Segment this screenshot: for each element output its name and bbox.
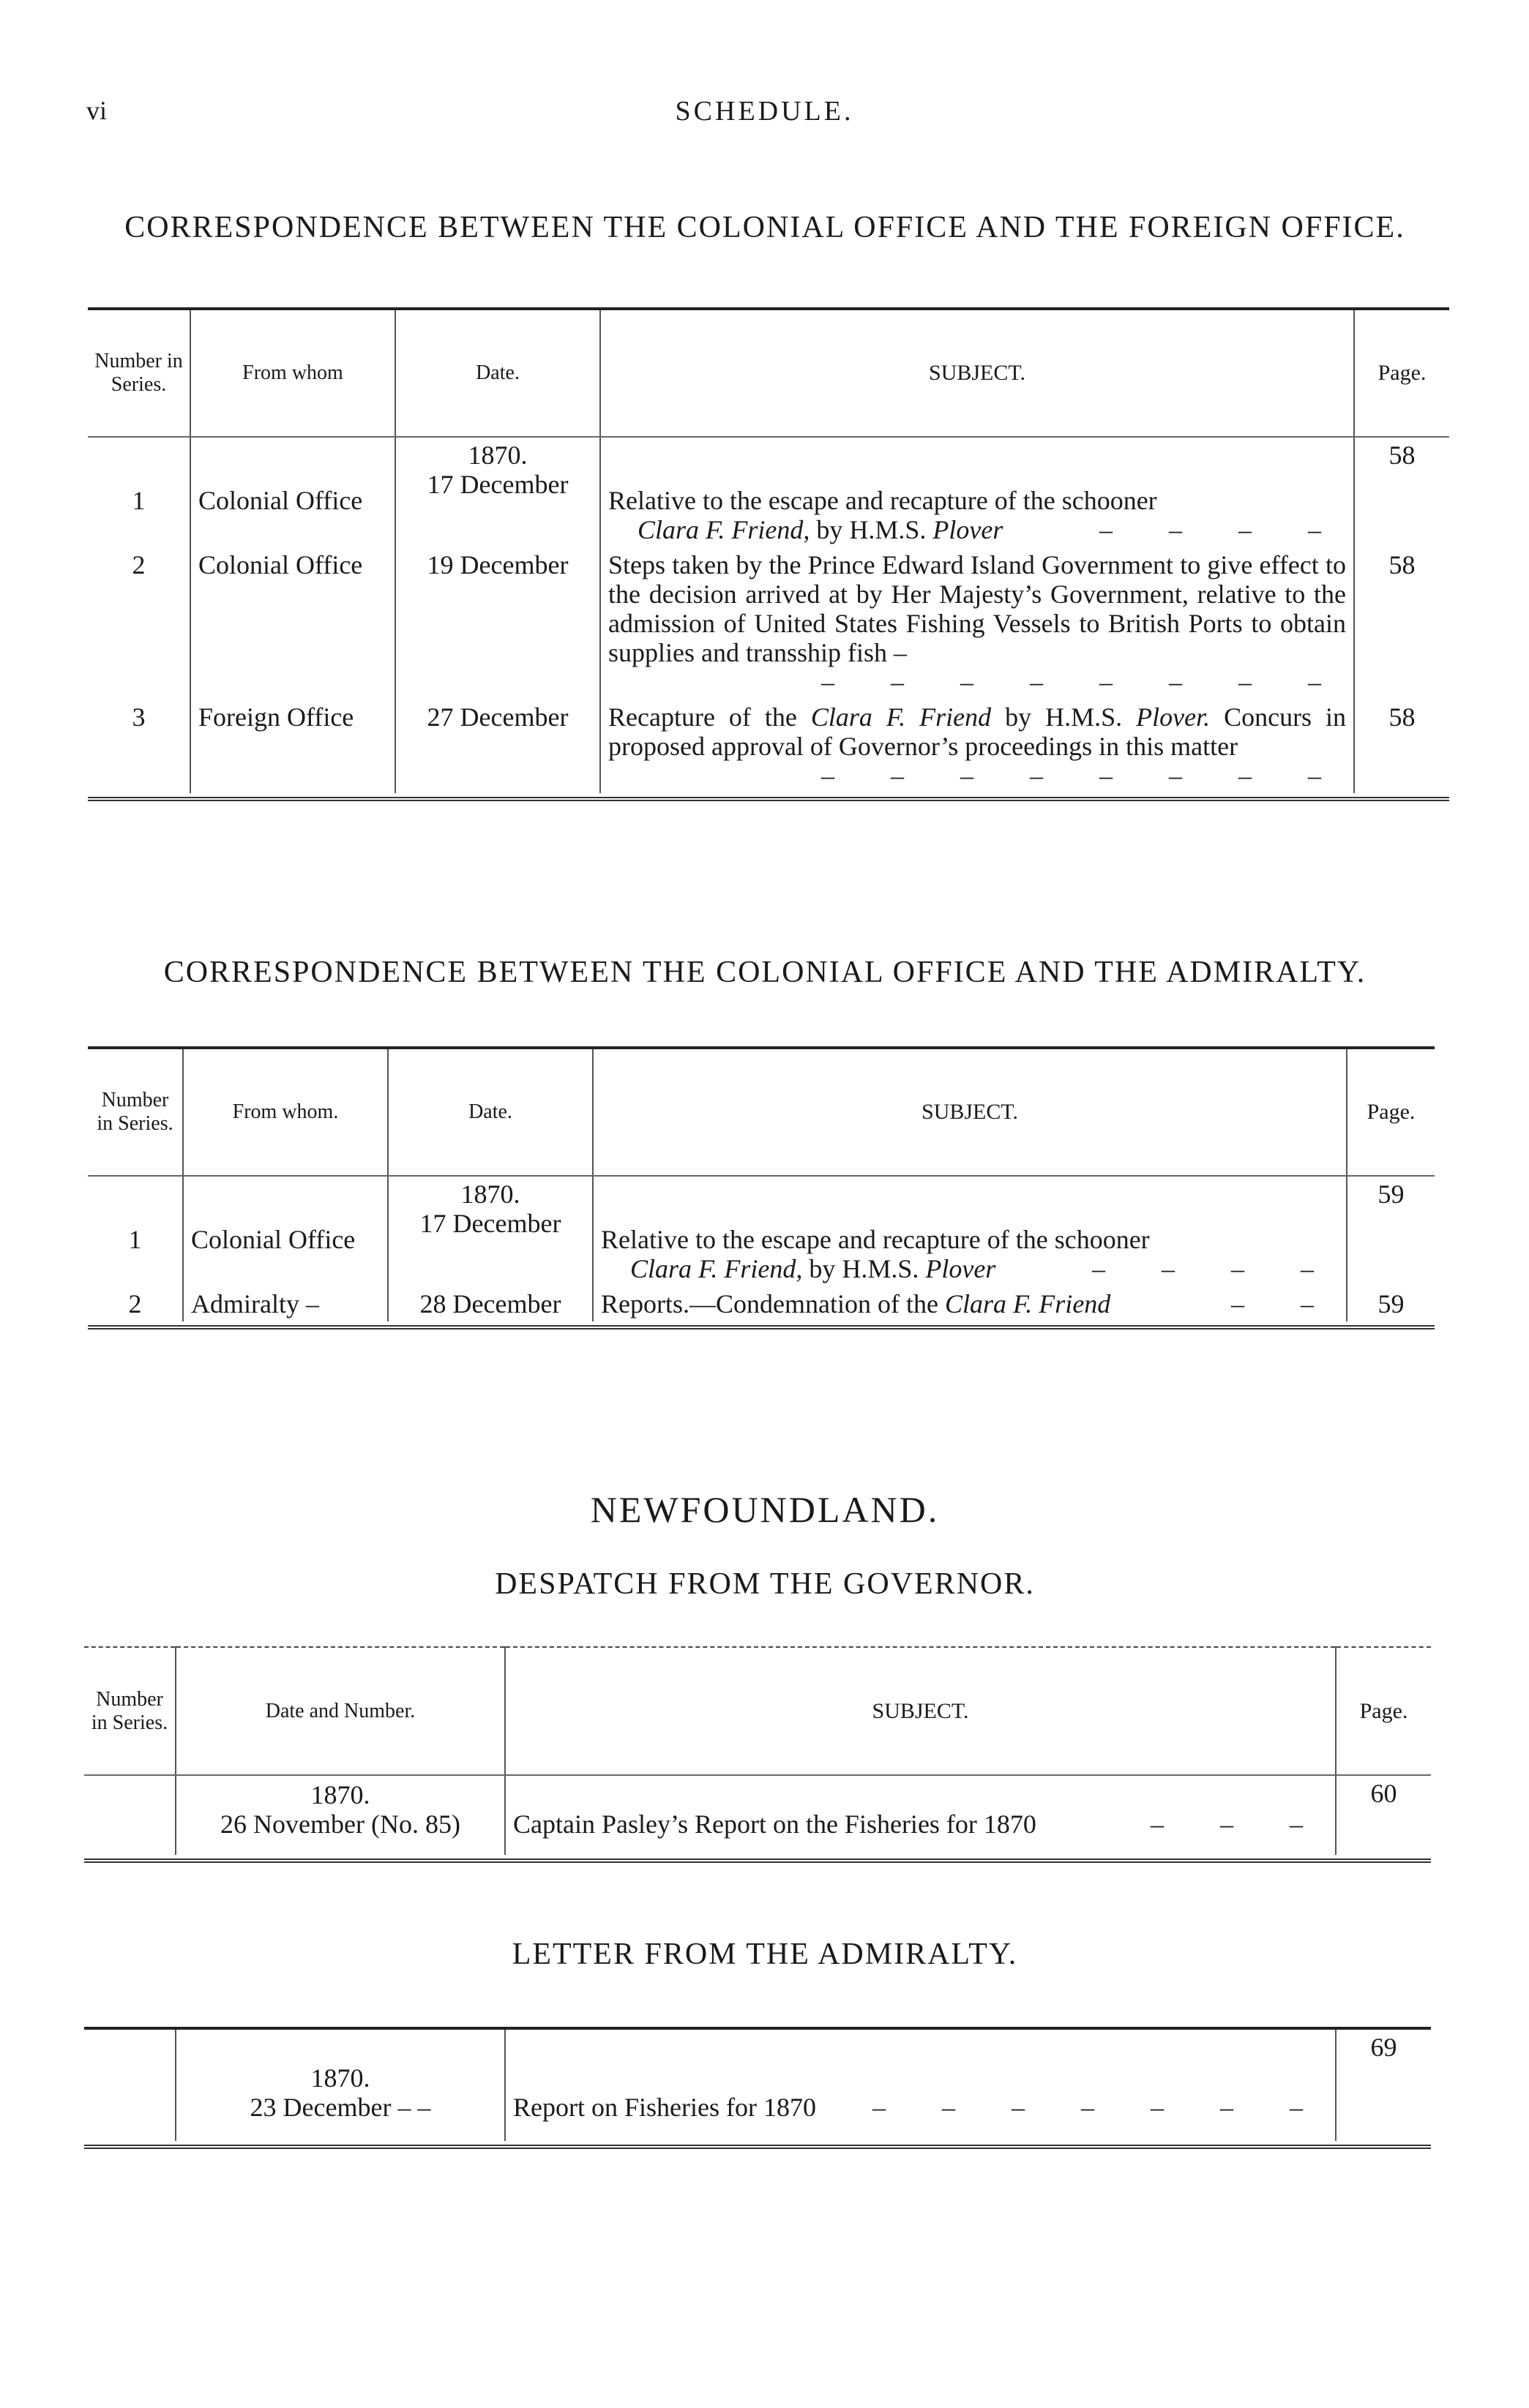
table-row [88,437,1449,547]
row-date-value: 23 December – – [250,2093,431,2122]
row-subject-vessel: Plover [925,1254,996,1283]
row-subject [505,1775,1336,1855]
row-date: 28 December [388,1286,593,1321]
sec4-title: LETTER FROM THE ADMIRALTY. [512,1938,1018,1971]
row-page: 58 [1354,699,1449,793]
row-subject-ship: Clara F. Friend, [630,1254,803,1283]
row-number: 1 [132,486,146,515]
row-number [84,1775,176,1855]
row-date-value: 17 December [419,1209,561,1238]
row-year: 1870. [310,1780,370,1809]
row-leader-dashes: – – – – [1092,1254,1339,1283]
sec1-header-date: Date. [395,309,600,437]
row-subject-text: Steps taken by the Prince Edward Island Government to give effect to the decision arrived at by Her Majesty’s Government, relative to the admission of United States Fishing Vessels to British Ports to obtain supplies and transship fish – [608,550,1346,667]
row-subject [593,1176,1347,1286]
row-subject [600,547,1354,699]
row-subject-text: Recapture of the [608,702,797,732]
row-date [176,1775,505,1855]
row-subject-text: Relative to the escape and recapture of the schooner [601,1225,1150,1254]
running-title: SCHEDULE. [675,96,854,127]
row-page: 59 [1347,1176,1435,1286]
row-page: 59 [1347,1286,1435,1321]
sec3-title: NEWFOUNDLAND. [590,1489,940,1530]
row-page: 58 [1354,437,1449,547]
row-from: Foreign Office [190,699,395,793]
row-subject-text-cont: Concurs in proposed approval of Governor’s proceedings in this matter [608,702,1347,761]
row-subject-by: by H.M.S. [816,515,927,544]
sec3-subtitle: DESPATCH FROM THE GOVERNOR. [495,1567,1035,1601]
row-date: 19 December [395,547,600,699]
row-from: Admiralty – [183,1286,388,1321]
row-subject-vessel: Plover [932,515,1003,544]
page-number: vi [86,96,108,125]
sec1-header-subject: SUBJECT. [600,309,1354,437]
row-year: 1870. [460,1179,520,1209]
row-leader-dashes: – – – – – – – – [821,761,1346,790]
sec3-header-page: Page. [1336,1647,1431,1775]
row-subject [600,437,1354,547]
sec2-table [88,1046,1435,1329]
sec2-header-from: From whom. [183,1048,388,1176]
row-date [388,1176,593,1286]
row-subject-text: Captain Pasley’s Report on the Fisheries for 1870 [513,1809,1036,1839]
row-subject-ship: Clara F. Friend [810,702,992,732]
sec3-table [84,1646,1431,1863]
row-page: 69 [1336,2028,1431,2141]
row-leader-dashes: – – – – – – – – [821,667,1346,697]
row-from: Colonial Office [190,547,395,699]
row-from: Colonial Office [183,1176,388,1286]
sec2-header-page: Page. [1347,1048,1435,1176]
table-row [84,2028,1431,2141]
row-subject-by: by H.M.S. [1005,702,1123,732]
row-number [84,2028,176,2141]
sec3-header-subject: SUBJECT. [505,1647,1336,1775]
row-date-value: 26 November (No. 85) [220,1809,460,1839]
row-subject-vessel: Plover. [1136,702,1211,732]
sec1-header-from: From whom [190,309,395,437]
row-subject [593,1286,1347,1321]
sec2-header-subject: SUBJECT. [593,1048,1347,1176]
row-number: 3 [132,702,146,732]
sec3-header-number: Number in Series. [84,1647,176,1775]
row-year: 1870. [468,440,528,470]
row-subject [600,699,1354,793]
row-subject-ship: Clara F. Friend, [638,515,810,544]
row-year: 1870. [310,2063,370,2093]
row-number: 2 [132,550,146,580]
row-date: 27 December [395,699,600,793]
sec2-header-date: Date. [388,1048,593,1176]
sec1-header-number: Number in Series. [88,309,190,437]
table-row [88,1176,1435,1286]
sec3-header-date: Date and Number. [176,1647,505,1775]
row-subject [505,2028,1336,2141]
row-leader-dashes: – – – [1151,1809,1328,1839]
table-row [88,547,1449,699]
row-number: 1 [128,1225,142,1254]
row-page: 60 [1336,1775,1431,1855]
sec1-header-page: Page. [1354,309,1449,437]
row-leader-dashes: – – – – – – – [872,2093,1328,2122]
table-row [88,699,1449,793]
row-leader-dashes: – – [1231,1289,1339,1319]
table-row [84,1775,1431,1855]
row-date [395,437,600,547]
sec1-table [88,307,1449,801]
row-subject-text: Report on Fisheries for 1870 [513,2093,816,2122]
row-page: 58 [1354,547,1449,699]
table-row [88,1286,1435,1321]
row-leader-dashes: – – – – [1099,515,1346,544]
row-number: 2 [128,1289,142,1319]
sec1-title: CORRESPONDENCE BETWEEN THE COLONIAL OFFICE AND THE FOREIGN OFFICE. [124,211,1405,244]
sec2-title: CORRESPONDENCE BETWEEN THE COLONIAL OFFICE AND THE ADMIRALTY. [163,956,1367,989]
row-subject-by: by H.M.S. [809,1254,919,1283]
row-subject-text: Relative to the escape and recapture of the schooner [608,486,1157,515]
row-date [176,2028,505,2141]
sec4-table [84,2027,1431,2149]
sec2-header-number: Number in Series. [88,1048,183,1176]
row-subject-ship: Clara F. Friend [944,1289,1111,1319]
row-from: Colonial Office [190,437,395,547]
row-date-value: 17 December [427,470,569,499]
row-subject-text: Reports.—Condemnation of the [601,1289,938,1319]
